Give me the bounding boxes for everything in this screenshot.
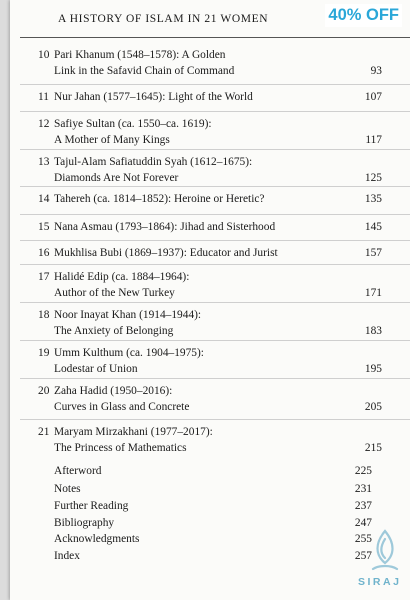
- header-rule: [20, 37, 410, 38]
- page-number: 183: [364, 324, 382, 337]
- chapter-number: 18: [38, 309, 50, 321]
- entry-divider: [20, 186, 410, 187]
- back-matter-label: Acknowledgments: [54, 533, 140, 545]
- book-page: [10, 0, 410, 600]
- chapter-title-line: Maryam Mirzakhani (1977–2017):: [54, 426, 213, 438]
- chapter-title-line: The Princess of Mathematics: [54, 441, 187, 454]
- toc-entry: [38, 384, 382, 415]
- chapter-title-line: Tahereh (ca. 1814–1852): Heroine or Heretic?: [54, 193, 265, 205]
- chapter-number: 14: [38, 193, 50, 205]
- chapter-number: 21: [38, 426, 50, 438]
- discount-badge: 40% OFF: [325, 4, 402, 27]
- page-number: 195: [364, 362, 382, 375]
- page-number: 255: [354, 533, 372, 545]
- page-number: 135: [364, 193, 382, 205]
- chapter-title-line: Lodestar of Union: [54, 362, 138, 375]
- page-number: 225: [354, 465, 372, 477]
- siraj-logo-text: SIRAJ: [358, 576, 402, 588]
- back-matter-entry: [54, 516, 372, 532]
- running-head: A HISTORY OF ISLAM IN 21 WOMEN: [58, 13, 269, 25]
- page-number: 205: [364, 400, 382, 413]
- toc-entry: [38, 308, 382, 339]
- back-matter-label: Further Reading: [54, 500, 129, 512]
- chapter-title-line: Tajul-Alam Safiatuddin Syah (1612–1675):: [54, 156, 253, 168]
- page-number: 107: [364, 91, 382, 103]
- chapter-number: 11: [38, 91, 49, 103]
- back-matter-entry: [54, 549, 372, 565]
- page-number: 237: [354, 500, 372, 512]
- toc-entry: [38, 192, 382, 208]
- entry-divider: [20, 340, 410, 341]
- chapter-number: 19: [38, 347, 50, 359]
- chapter-title-line: Umm Kulthum (ca. 1904–1975):: [54, 347, 204, 359]
- entry-divider: [20, 378, 410, 379]
- page-number: 125: [364, 171, 382, 184]
- entry-divider: [20, 84, 410, 85]
- chapter-title-line: A Mother of Many Kings: [54, 133, 170, 146]
- entry-divider: [20, 149, 410, 150]
- toc-entry: [38, 270, 382, 301]
- entry-divider: [20, 302, 410, 303]
- chapter-title-line: Pari Khanum (1548–1578): A Golden: [54, 49, 226, 61]
- chapter-title-line: Curves in Glass and Concrete: [54, 400, 190, 413]
- chapter-title-line: Nur Jahan (1577–1645): Light of the World: [54, 91, 253, 103]
- back-matter-label: Afterword: [54, 465, 102, 477]
- chapter-title-line: Diamonds Are Not Forever: [54, 171, 179, 184]
- entry-divider: [20, 264, 410, 265]
- chapter-title-line: Safiye Sultan (ca. 1550–ca. 1619):: [54, 118, 212, 130]
- back-matter-entry: [54, 482, 372, 498]
- chapter-number: 16: [38, 247, 50, 259]
- chapter-title-line: Zaha Hadid (1950–2016):: [54, 385, 173, 397]
- page-number: 93: [370, 64, 382, 77]
- page-number: 145: [364, 221, 382, 233]
- back-matter-entry: [54, 532, 372, 548]
- entry-divider: [20, 214, 410, 215]
- toc-entry: [38, 220, 382, 236]
- chapter-number: 12: [38, 118, 50, 130]
- chapter-title-line: Mukhlisa Bubi (1869–1937): Educator and Jurist: [54, 247, 278, 259]
- page-number: 215: [364, 441, 382, 454]
- back-matter-entry: [54, 499, 372, 515]
- chapter-title-line: Halidé Edip (ca. 1884–1964):: [54, 271, 190, 283]
- chapter-number: 10: [38, 49, 50, 61]
- toc-entry: [38, 155, 382, 186]
- back-matter-label: Index: [54, 550, 80, 562]
- chapter-title-line: Noor Inayat Khan (1914–1944):: [54, 309, 202, 321]
- chapter-title-line: Nana Asmau (1793–1864): Jihad and Sisterhood: [54, 221, 276, 233]
- entry-divider: [20, 240, 410, 241]
- page-number: 157: [364, 247, 382, 259]
- toc-entry: [38, 117, 382, 148]
- toc-entry: [38, 90, 382, 106]
- chapter-number: 15: [38, 221, 50, 233]
- page-number: 247: [354, 517, 372, 529]
- entry-divider: [20, 419, 410, 420]
- chapter-number: 17: [38, 271, 50, 283]
- toc-entry: [38, 425, 382, 456]
- entry-divider: [20, 111, 410, 112]
- toc-entry: [38, 246, 382, 262]
- toc-entry: [38, 346, 382, 377]
- page-number: 257: [354, 550, 372, 562]
- back-matter-entry: [54, 464, 372, 480]
- chapter-title-line: The Anxiety of Belonging: [54, 324, 174, 337]
- chapter-title-line: Link in the Safavid Chain of Command: [54, 64, 235, 77]
- chapter-number: 20: [38, 385, 50, 397]
- back-matter-label: Notes: [54, 483, 81, 495]
- page-number: 117: [365, 133, 382, 146]
- page-number: 171: [364, 286, 382, 299]
- back-matter-label: Bibliography: [54, 517, 115, 529]
- chapter-title-line: Author of the New Turkey: [54, 286, 175, 299]
- toc-entry: [38, 48, 382, 79]
- chapter-number: 13: [38, 156, 50, 168]
- page-number: 231: [354, 483, 372, 495]
